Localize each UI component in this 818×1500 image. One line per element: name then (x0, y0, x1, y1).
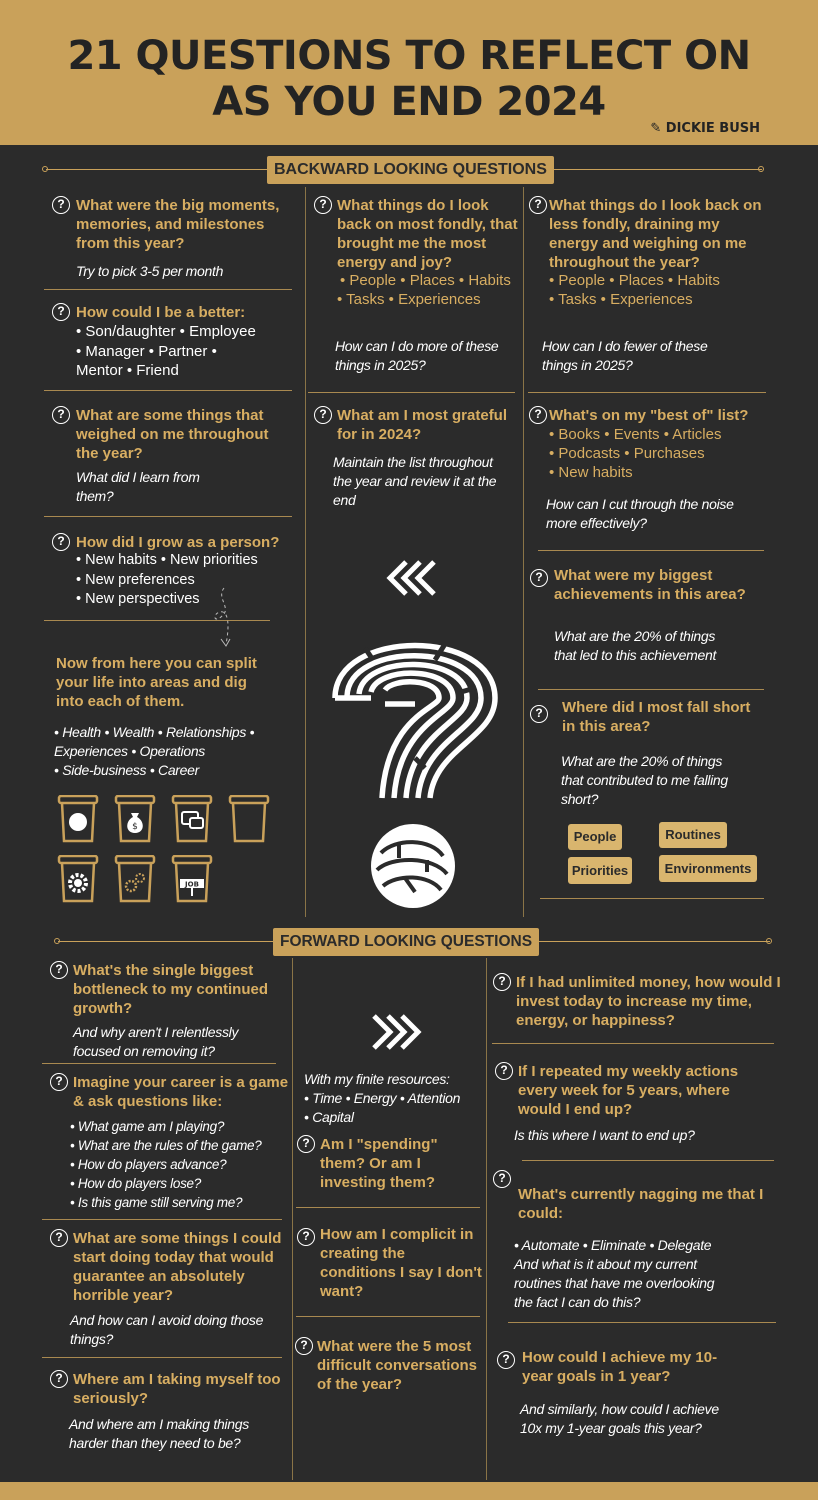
forward-arrows-icon (368, 1012, 424, 1052)
question-text: How could I achieve my 10- year goals in 1 year? (522, 1349, 718, 1385)
brand-label: ✎ DICKIE BUSH (650, 121, 760, 136)
divider (522, 1160, 774, 1161)
money-bag-jar-icon (113, 795, 157, 845)
question-icon: ? (295, 1337, 313, 1355)
question-note: Try to pick 3-5 per month (76, 263, 224, 279)
question-note: How can I do fewer of these things in 2025? (542, 338, 708, 373)
maze-question-mark-icon (325, 608, 505, 908)
question-text: What things do I look back on most fondly, that brought me the most energy and joy? (337, 197, 518, 271)
rule-dot (42, 166, 48, 172)
question-icon: ? (50, 1370, 68, 1388)
question-note: What are the 20% of things that contributed to me falling short? (561, 753, 728, 807)
life-areas-list: • Health • Wealth • Relationships • Experiences • Operations • Side-business • Career (54, 724, 255, 778)
circle-jar-icon (56, 795, 100, 845)
question-list: • People • Places • Habits (340, 272, 511, 289)
question-text: What's currently nagging me that I could: (518, 1186, 764, 1222)
question-text: What things do I look back on less fondly, draining my energy and weighing on me throughout the year? (549, 197, 762, 271)
question-icon: ? (529, 196, 547, 214)
question-list: • Books • Events • Articles • Podcasts • Purchases • New habits (549, 426, 722, 481)
badge-routines: Routines (659, 822, 727, 848)
question-icon: ? (297, 1135, 315, 1153)
divider (538, 689, 764, 690)
question-list: • What game am I playing? • What are the rules of the game? • How do players advance? • How do players lose? • Is this game still serving me? (70, 1119, 262, 1210)
split-instruction: Now from here you can split your life into areas and dig into each of them. (56, 655, 257, 710)
question-icon: ? (52, 303, 70, 321)
rule-dot (54, 938, 60, 944)
question-text: What are some things I could start doing today that would guarantee an absolutely horrible year? (73, 1230, 282, 1304)
divider (492, 1043, 774, 1044)
question-list: • Son/daughter • Employee • Manager • Partner • (76, 323, 256, 360)
question-note: • Automate • Eliminate • Delegate And what is it about my current routines that have me overlooking the fact I can do this? (514, 1237, 715, 1310)
question-text: What's on my "best of" list? (549, 407, 749, 424)
question-note: And similarly, how could I achieve 10x my 1-year goals this year? (520, 1401, 719, 1436)
page-title-line-2: AS YOU END 2024 (212, 79, 606, 125)
divider (296, 1207, 480, 1208)
badge-people: People (568, 824, 622, 850)
backward-arrows-icon (384, 558, 440, 598)
divider (508, 1322, 776, 1323)
question-note: What did I learn from them? (76, 469, 200, 504)
footer-band (0, 1482, 818, 1500)
question-icon: ? (530, 569, 548, 587)
question-list: • New habits • New priorities • New preferences • New perspectives (76, 552, 258, 607)
svg-text:JOB: JOB (185, 880, 199, 889)
badge-priorities: Priorities (568, 857, 632, 884)
gear-jar-icon (56, 855, 100, 905)
question-text: What were my biggest achievements in this area? (554, 567, 746, 603)
question-text: What's the single biggest bottleneck to my continued growth? (73, 962, 269, 1017)
divider (42, 1357, 282, 1358)
column-divider (486, 958, 487, 1480)
chat-jar-icon (170, 795, 214, 845)
question-icon: ? (50, 1229, 68, 1247)
question-text: What were the big moments, memories, and milestones from this year? (76, 197, 280, 252)
question-icon: ? (493, 1170, 511, 1188)
question-icon: ? (493, 973, 511, 991)
question-text: How am I complicit in creating the conditions I say I don't want? (320, 1226, 482, 1300)
divider (528, 392, 766, 393)
question-note: Is this where I want to end up? (514, 1127, 695, 1143)
question-icon: ? (52, 196, 70, 214)
question-icon: ? (530, 705, 548, 723)
forward-section-heading: FORWARD LOOKING QUESTIONS (273, 928, 539, 956)
question-text: Where did I most fall short in this area? (562, 699, 751, 735)
question-icon: ? (52, 406, 70, 424)
svg-text:$: $ (132, 822, 138, 832)
question-icon: ? (495, 1062, 513, 1080)
question-text: Where am I taking myself too seriously? (73, 1371, 281, 1407)
question-note: And how can I avoid doing those things? (70, 1312, 264, 1347)
column-divider (292, 958, 293, 1480)
question-text: How could I be a better: (76, 304, 246, 321)
question-note: How can I do more of these things in 2025? (335, 338, 499, 373)
question-note: How can I cut through the noise more effectively? (546, 496, 734, 531)
divider (296, 1316, 480, 1317)
divider (44, 620, 270, 621)
question-note: What are the 20% of things that led to this achievement (554, 628, 717, 663)
question-icon: ? (297, 1228, 315, 1246)
question-note: And why aren't I relentlessly focused on removing it? (73, 1024, 239, 1059)
question-text: If I had unlimited money, how would I invest today to increase my time, energy, or happiness? (516, 974, 781, 1029)
question-icon: ? (529, 406, 547, 424)
rule-dot (766, 938, 772, 944)
question-text: Am I "spending" them? Or am I investing them? (320, 1136, 438, 1191)
question-icon: ? (52, 533, 70, 551)
question-icon: ? (497, 1351, 515, 1369)
question-text: How did I grow as a person? (76, 534, 280, 551)
column-divider (305, 187, 306, 917)
page-title-line-1: 21 QUESTIONS TO REFLECT ON (67, 33, 751, 79)
question-text: If I repeated my weekly actions every week for 5 years, where would I end up? (518, 1063, 739, 1118)
question-text: What are some things that weighed on me throughout the year? (76, 407, 269, 462)
question-list: Mentor • Friend (76, 362, 179, 379)
question-text: Imagine your career is a game & ask questions like: (73, 1074, 289, 1110)
question-icon: ? (314, 406, 332, 424)
badge-environments: Environments (659, 855, 757, 882)
job-sign-jar-icon (170, 855, 214, 905)
divider (308, 392, 515, 393)
question-icon: ? (50, 1073, 68, 1091)
gears-jar-icon (113, 855, 157, 905)
column-divider (523, 187, 524, 917)
question-list: • Tasks • Experiences (337, 291, 481, 308)
question-list: • People • Places • Habits • Tasks • Experiences (549, 272, 720, 308)
divider (44, 289, 292, 290)
resources-note: With my finite resources: • Time • Energy • Attention • Capital (304, 1071, 461, 1125)
question-icon: ? (50, 961, 68, 979)
question-note: And where am I making things harder than they need to be? (69, 1416, 249, 1451)
divider (42, 1219, 282, 1220)
divider (538, 550, 764, 551)
rule-dot (758, 166, 764, 172)
question-icon: ? (314, 196, 332, 214)
empty-jar-icon (227, 795, 271, 845)
question-note: Maintain the list throughout the year and review it at the end (333, 454, 497, 508)
divider (44, 390, 292, 391)
question-text: What were the 5 most difficult conversations of the year? (317, 1338, 478, 1393)
dashed-arrow-icon (208, 584, 238, 654)
divider (42, 1063, 276, 1064)
divider (540, 898, 764, 899)
divider (44, 516, 292, 517)
backward-section-heading: BACKWARD LOOKING QUESTIONS (267, 156, 554, 184)
question-text: What am I most grateful for in 2024? (337, 407, 508, 443)
